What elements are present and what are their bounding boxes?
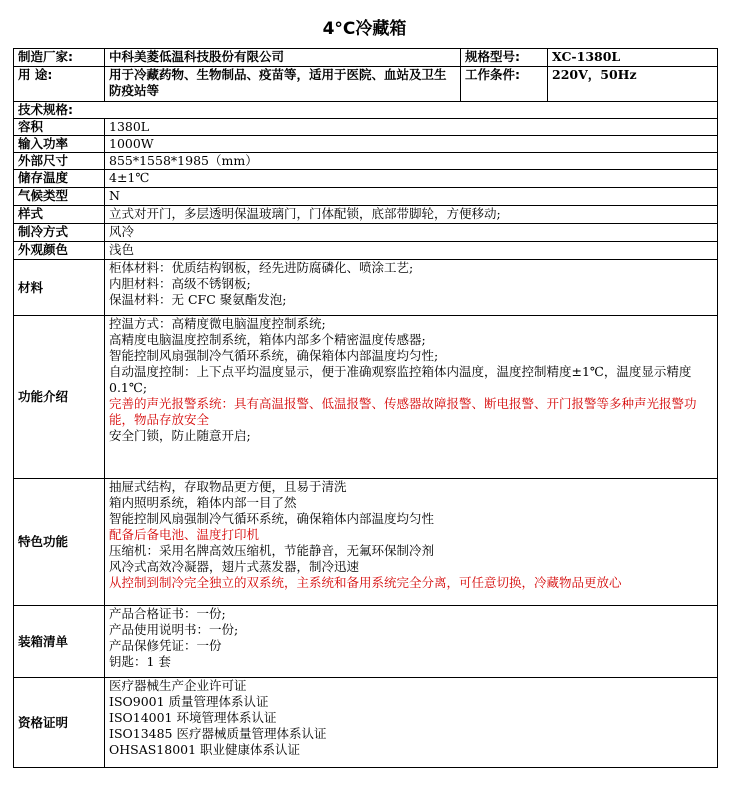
- spec-label: 气候类型: [14, 188, 105, 206]
- maker-label: 制造厂家:: [14, 49, 105, 67]
- page-title: 4°C冷藏箱: [322, 19, 407, 39]
- spec-value: 1000W: [105, 136, 718, 153]
- features-list: [105, 479, 718, 606]
- list-item: 保温材料：无 CFC 聚氨酯发泡;: [109, 292, 287, 307]
- list-item: 内胆材料：高级不锈钢板;: [109, 276, 251, 291]
- spec-value: 1380L: [105, 119, 718, 136]
- list-item: OHSAS18001 职业健康体系认证: [109, 742, 301, 757]
- packing-label: 装箱清单: [14, 606, 105, 678]
- highlight-list-item: 从控制到制冷完全独立的双系统，主系统和备用系统完全分离，可任意切换，冷藏物品更放心: [109, 575, 622, 590]
- list-item: 控温方式：高精度微电脑温度控制系统;: [109, 316, 326, 331]
- list-item: 产品合格证书：一份;: [109, 606, 226, 621]
- certs-label: 资格证明: [14, 678, 105, 768]
- spec-value: 855*1558*1985（mm）: [105, 153, 718, 170]
- spec-label: 样式: [14, 206, 105, 224]
- list-item: 产品使用说明书：一份;: [109, 622, 239, 637]
- work-condition-label: 工作条件:: [461, 67, 548, 102]
- list-item: 压缩机：采用名牌高效压缩机，节能静音，无氟环保制冷剂: [109, 543, 435, 558]
- highlight-list-item: 配备后备电池、温度打印机: [109, 527, 260, 542]
- list-item: 安全门锁，防止随意开启;: [109, 428, 251, 443]
- spec-table: [13, 48, 718, 768]
- materials-label: 材料: [14, 260, 105, 316]
- list-item: 风冷式高效冷凝器，翅片式蒸发器，制冷迅速: [109, 559, 360, 574]
- spec-value: 4±1℃: [105, 170, 718, 188]
- work-condition-value: 220V，50Hz: [548, 67, 718, 102]
- list-item: ISO14001 环境管理体系认证: [109, 710, 277, 725]
- alarm-list-item: 完善的声光报警系统：具有高温报警、低温报警、传感器故障报警、断电报警、开门报警等多种声光报警功能，物品存放安全: [109, 396, 697, 427]
- list-item: 抽屉式结构，存取物品更方便，且易于清洗: [109, 479, 347, 494]
- spec-value: 风冷: [105, 224, 718, 242]
- list-item: 柜体材料：优质结构钢板，经先进防腐磷化、喷涂工艺;: [109, 260, 414, 275]
- spec-label: 储存温度: [14, 170, 105, 188]
- spec-label: 容积: [14, 119, 105, 136]
- list-item: 箱内照明系统，箱体内部一目了然: [109, 495, 297, 510]
- list-item: 产品保修凭证：一份: [109, 638, 222, 653]
- functions-label: 功能介绍: [14, 316, 105, 479]
- certs-list: [105, 678, 718, 768]
- list-item: ISO9001 质量管理体系认证: [109, 694, 269, 709]
- spec-label: 外部尺寸: [14, 153, 105, 170]
- materials-list: [105, 260, 718, 316]
- spec-label: 制冷方式: [14, 224, 105, 242]
- list-item: ISO13485 医疗器械质量管理体系认证: [109, 726, 327, 741]
- list-item: 自动温度控制：上下点平均温度显示，便于准确观察监控箱体内温度，温度控制精度±1℃，温度显示精度 0.1℃;: [109, 364, 692, 395]
- maker-value: 中科美菱低温科技股份有限公司: [105, 49, 461, 67]
- list-item: 医疗器械生产企业许可证: [109, 678, 247, 693]
- list-item: 智能控制风扇强制冷气循环系统，确保箱体内部温度均匀性: [109, 511, 435, 526]
- packing-list: [105, 606, 718, 678]
- list-item: 智能控制风扇强制冷气循环系统，确保箱体内部温度均匀性;: [109, 348, 439, 363]
- spec-value: 立式对开门，多层透明保温玻璃门，门体配锁，底部带脚轮，方便移动;: [105, 206, 718, 224]
- list-item: 钥匙：1 套: [109, 654, 171, 669]
- spec-heading: 技术规格:: [14, 102, 718, 119]
- model-label: 规格型号:: [461, 49, 548, 67]
- use-label: 用 途:: [14, 67, 105, 102]
- features-label: 特色功能: [14, 479, 105, 606]
- use-value: 用于冷藏药物、生物制品、疫苗等，适用于医院、血站及卫生防疫站等: [105, 67, 461, 102]
- model-value: XC-1380L: [548, 49, 718, 67]
- functions-list: [105, 316, 718, 479]
- spec-value: 浅色: [105, 242, 718, 260]
- spec-value: N: [105, 188, 718, 206]
- spec-label: 输入功率: [14, 136, 105, 153]
- spec-label: 外观颜色: [14, 242, 105, 260]
- list-item: 高精度电脑温度控制系统，箱体内部多个精密温度传感器;: [109, 332, 426, 347]
